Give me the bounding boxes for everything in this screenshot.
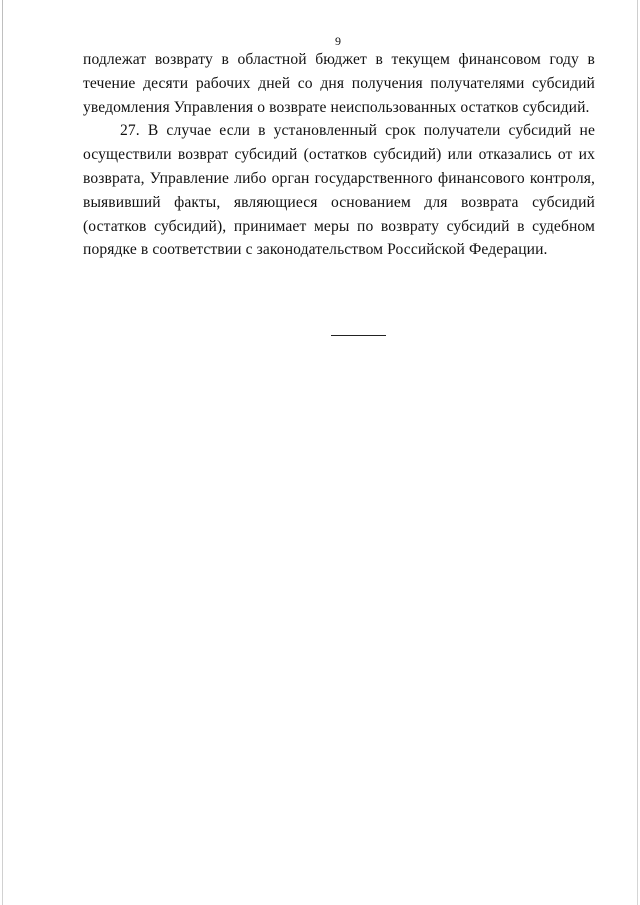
paragraph-continuation: подлежат возврату в областной бюджет в текущем финансовом году в течение десяти рабочих дней со дня получения получателями субсидий уведомления Управления о возврате неиспользованных остатков субсидий. [83,51,595,116]
page-number: 9 [335,34,341,48]
scan-edge-right [637,0,638,905]
end-of-text-rule [331,335,386,336]
scan-edge-left [2,0,3,905]
paragraph-item-27: 27. В случае если в установленный срок получатели субсидий не осуществили возврат субсидий (остатков субсидий) или отказались от их возврата, Управление либо орган государственного финансового контроля, выявивший факты, являющиеся основанием для возврата субсидий (остатков субсидий), принимает меры по возврату субсидий в судебном порядке в соответствии с законодательством Российской Федерации. [83,122,595,259]
document-body [83,48,595,262]
